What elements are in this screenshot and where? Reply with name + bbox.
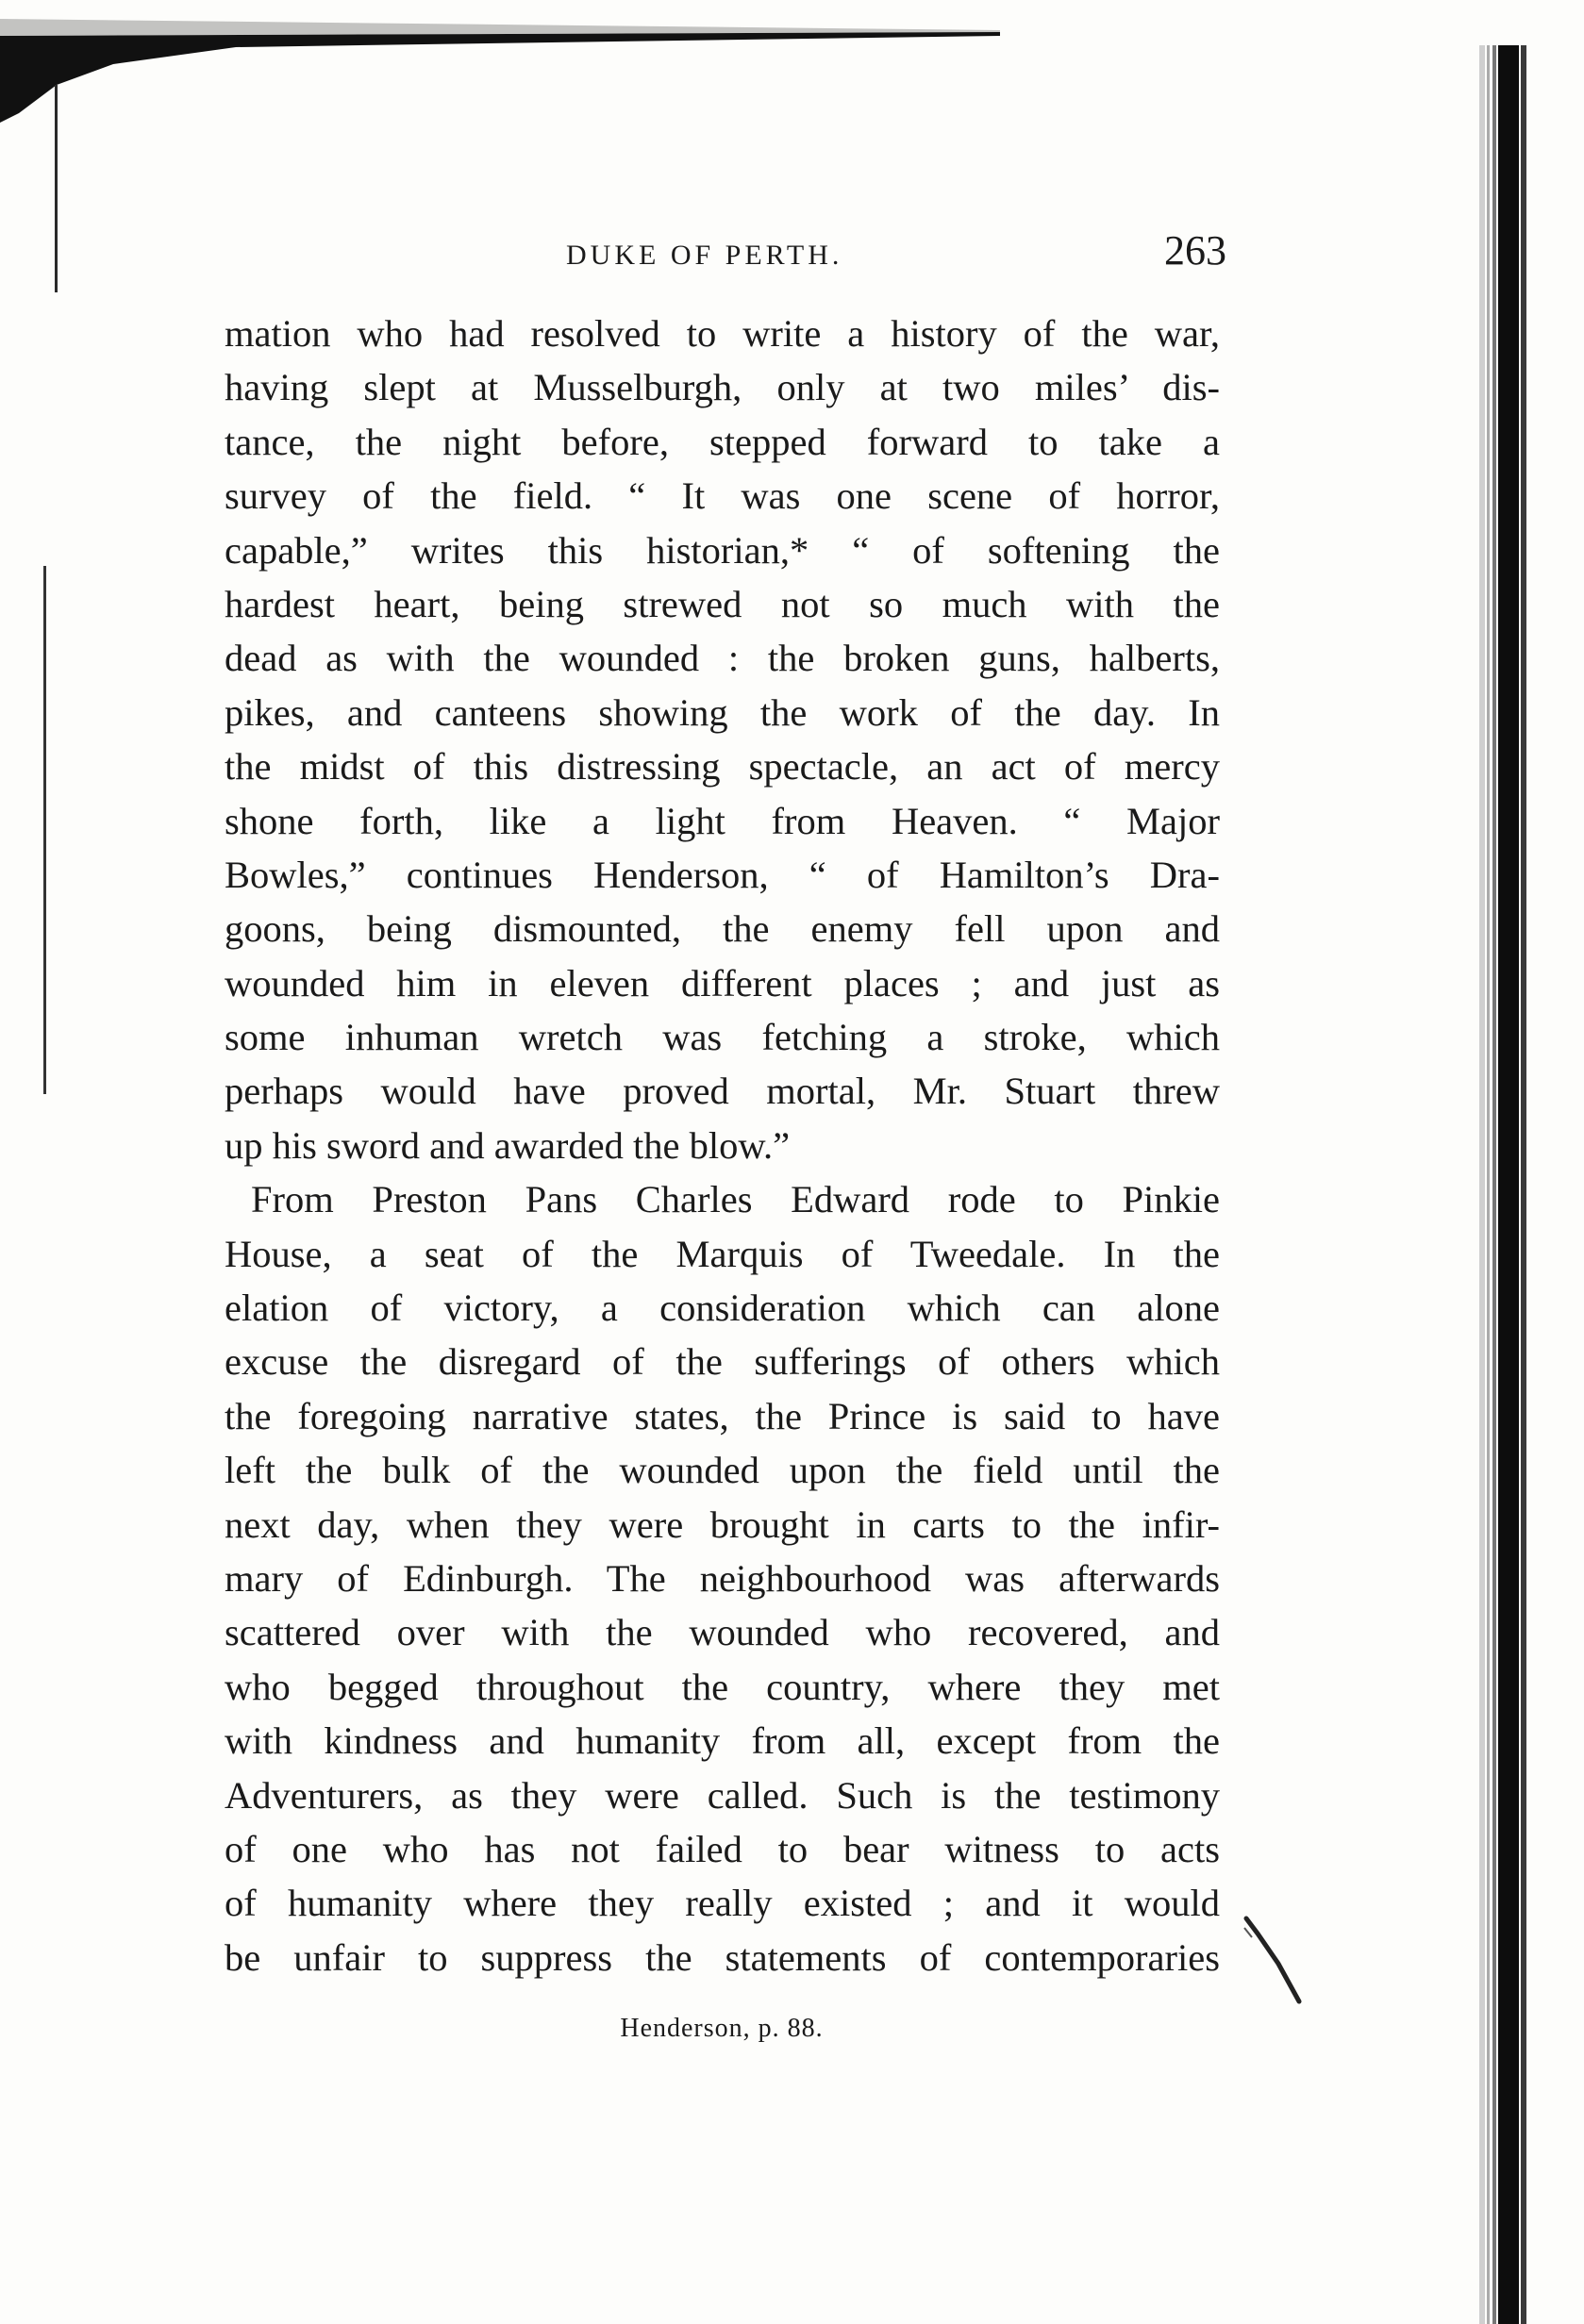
text-line: the foregoing narrative states, the Prince is said to have (225, 1394, 1220, 1437)
book-spine-shadow (1479, 45, 1526, 2324)
text-line: having slept at Musselburgh, only at two miles’ dis- (225, 366, 1220, 409)
text-line: left the bulk of the wounded upon the field until the (225, 1449, 1220, 1492)
margin-mark (43, 566, 46, 1094)
text-line: capable,” writes this historian,* “ of softening the (225, 528, 1220, 572)
text-line: some inhuman wretch was fetching a stroke, which (225, 1016, 1220, 1059)
text-line: hardest heart, being strewed not so much with the (225, 582, 1220, 625)
footnote: Henderson, p. 88. (620, 2014, 824, 2043)
running-head-title: DUKE OF PERTH. (566, 240, 843, 271)
text-line: mary of Edinburgh. The neighbourhood was afterwards (225, 1556, 1220, 1600)
text-line: elation of victory, a consideration which can alone (225, 1286, 1220, 1330)
text-line: tance, the night before, stepped forward to take a (225, 420, 1220, 463)
running-head (222, 226, 1226, 283)
text-line: mation who had resolved to write a history of the war, (225, 312, 1220, 355)
text-line: the midst of this distressing spectacle, an act of mercy (225, 745, 1220, 788)
text-line: be unfair to suppress the statements of contemporaries (225, 1935, 1220, 1979)
pen-stroke-mark (1241, 1915, 1307, 2009)
text-line: House, a seat of the Marquis of Tweedale. In the (225, 1232, 1220, 1275)
page-number: 263 (1164, 227, 1226, 274)
text-line: survey of the field. “ It was one scene of horror, (225, 474, 1220, 518)
text-line: scattered over with the wounded who recovered, and (225, 1611, 1220, 1654)
text-line: dead as with the wounded : the broken guns, halberts, (225, 637, 1220, 680)
text-line: next day, when they were brought in carts to the infir- (225, 1502, 1220, 1546)
text-line: goons, being dismounted, the enemy fell upon and (225, 907, 1220, 951)
text-line: shone forth, like a light from Heaven. “ Major (225, 799, 1220, 842)
text-line: up his sword and awarded the blow.” (225, 1123, 791, 1167)
text-line: of humanity where they really existed ; and it would (225, 1882, 1220, 1925)
body-text (225, 307, 1220, 1984)
text-line: Bowles,” continues Henderson, “ of Hamilton’s Dra- (225, 853, 1220, 896)
text-line: who begged throughout the country, where they met (225, 1665, 1220, 1708)
text-line: From Preston Pans Charles Edward rode to Pinkie (251, 1178, 1220, 1221)
scan-edge-shadow (0, 19, 1000, 123)
text-line: pikes, and canteens showing the work of the day. In (225, 690, 1220, 734)
text-line: wounded him in eleven different places ; and just as (225, 961, 1220, 1004)
scan-edge-line (55, 85, 58, 292)
text-line: with kindness and humanity from all, except from the (225, 1719, 1220, 1763)
text-line: Adventurers, as they were called. Such is the testimony (225, 1773, 1220, 1817)
text-line: of one who has not failed to bear witness to acts (225, 1827, 1220, 1870)
text-line: perhaps would have proved mortal, Mr. Stuart threw (225, 1070, 1220, 1113)
text-line: excuse the disregard of the sufferings of others which (225, 1340, 1220, 1384)
